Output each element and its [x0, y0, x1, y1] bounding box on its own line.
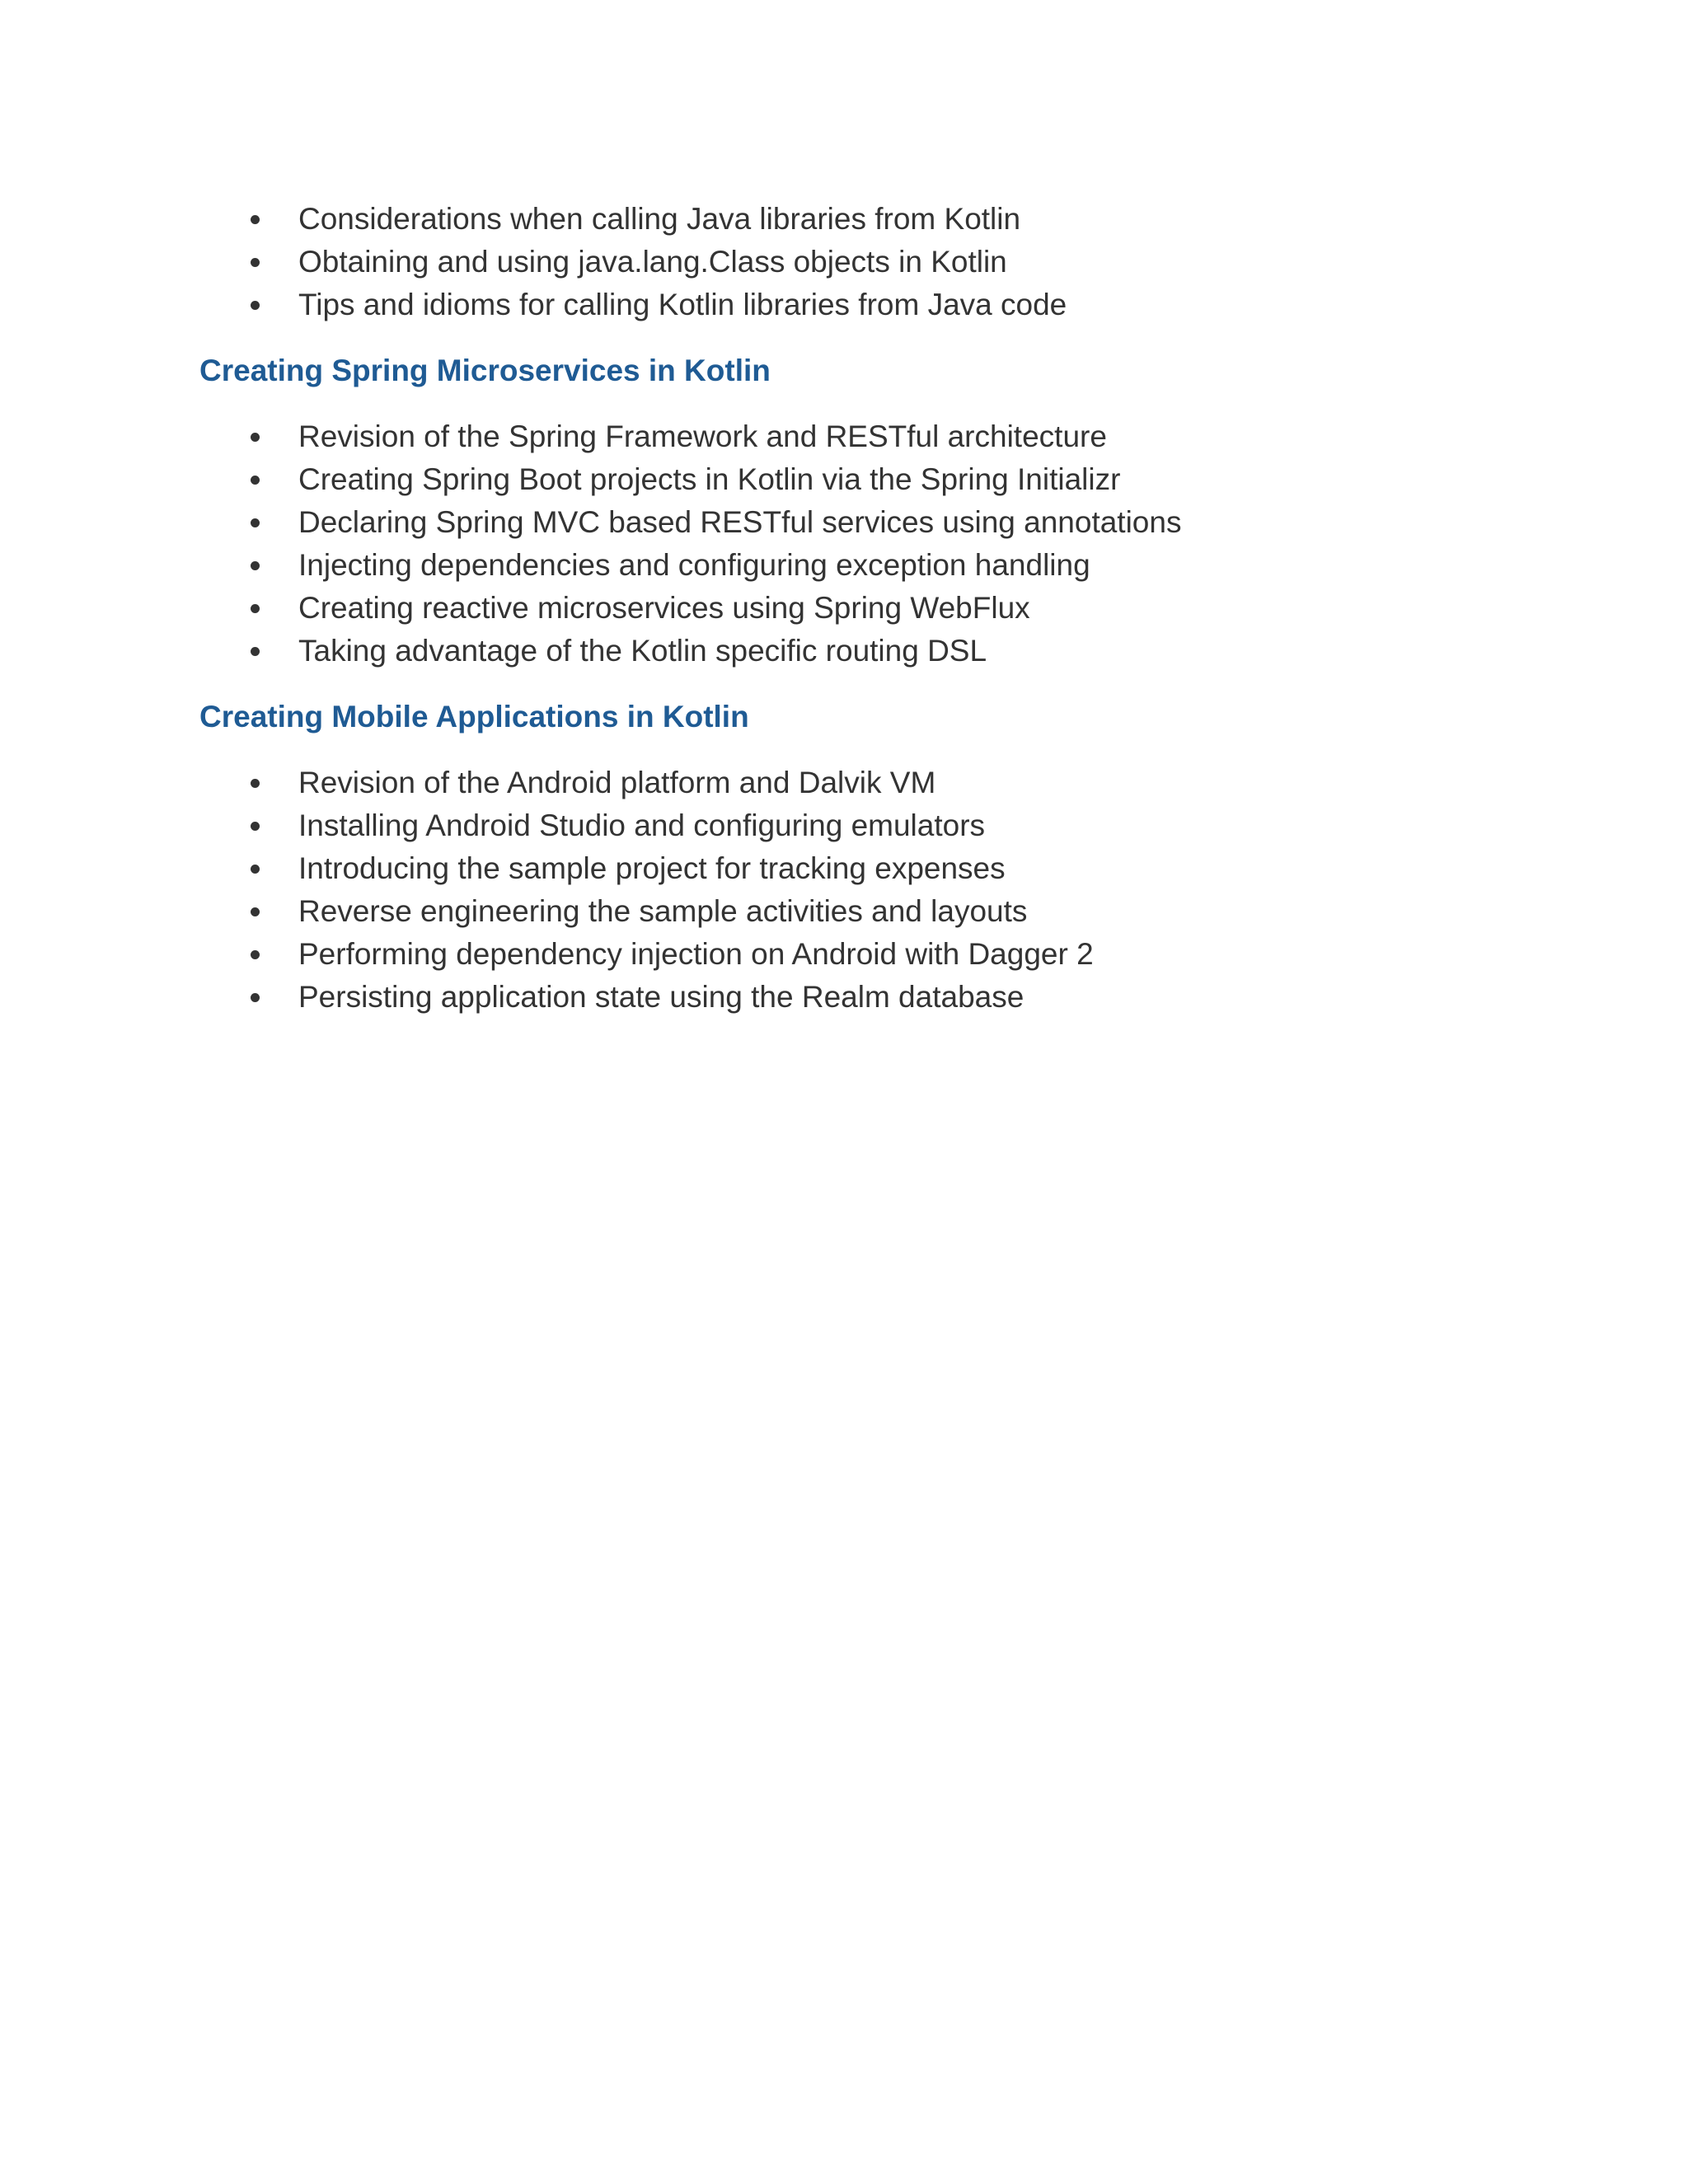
bullet-icon — [251, 215, 260, 224]
bullet-icon — [251, 822, 260, 831]
list-item-text: Creating Spring Boot projects in Kotlin via the Spring Initializr — [298, 462, 1121, 496]
bullet-icon — [251, 258, 260, 267]
list-item — [199, 630, 1518, 673]
list-item-text: Injecting dependencies and configuring exception handling — [298, 548, 1090, 582]
bullet-icon — [251, 604, 260, 613]
list-item — [199, 804, 1518, 847]
section-heading-mobile: Creating Mobile Applications in Kotlin — [199, 700, 749, 733]
bullet-list-mobile — [199, 762, 1518, 1019]
list-item-text: Installing Android Studio and configuring emulators — [298, 808, 986, 842]
list-item-text: Declaring Spring MVC based RESTful services using annotations — [298, 505, 1182, 539]
list-item-text: Persisting application state using the Realm database — [298, 980, 1025, 1014]
list-item — [199, 587, 1518, 630]
list-item — [199, 762, 1518, 804]
list-item-text: Reverse engineering the sample activities and layouts — [298, 894, 1028, 928]
bullet-icon — [251, 865, 260, 874]
bullet-icon — [251, 518, 260, 527]
list-item-text: Revision of the Android platform and Dalvik VM — [298, 766, 936, 799]
list-item — [199, 544, 1518, 587]
list-item — [199, 847, 1518, 890]
bullet-icon — [251, 950, 260, 959]
bullet-icon — [251, 779, 260, 788]
list-item — [199, 501, 1518, 544]
document-content — [199, 198, 1518, 1019]
list-item-text: Revision of the Spring Framework and RESTful architecture — [298, 419, 1107, 453]
list-item — [199, 284, 1518, 326]
list-item — [199, 458, 1518, 501]
list-item-text: Tips and idioms for calling Kotlin libraries from Java code — [298, 288, 1067, 321]
list-item-text: Taking advantage of the Kotlin specific routing DSL — [298, 634, 987, 668]
list-item — [199, 241, 1518, 284]
bullet-icon — [251, 476, 260, 485]
list-item-text: Performing dependency injection on Android with Dagger 2 — [298, 937, 1094, 971]
list-item-text: Obtaining and using java.lang.Class objects in Kotlin — [298, 245, 1007, 279]
bullet-icon — [251, 561, 260, 570]
list-item — [199, 198, 1518, 241]
list-item-text: Creating reactive microservices using Spring WebFlux — [298, 591, 1030, 625]
section-heading-spring: Creating Spring Microservices in Kotlin — [199, 354, 771, 387]
list-item — [199, 890, 1518, 933]
bullet-list-java-interop — [199, 198, 1518, 326]
bullet-icon — [251, 301, 260, 310]
bullet-icon — [251, 907, 260, 916]
bullet-icon — [251, 647, 260, 656]
list-item-text: Considerations when calling Java libraries from Kotlin — [298, 202, 1021, 236]
bullet-icon — [251, 993, 260, 1002]
list-item-text: Introducing the sample project for tracking expenses — [298, 851, 1006, 885]
list-item — [199, 976, 1518, 1019]
list-item — [199, 933, 1518, 976]
list-item — [199, 415, 1518, 458]
bullet-list-spring — [199, 415, 1518, 673]
bullet-icon — [251, 433, 260, 442]
